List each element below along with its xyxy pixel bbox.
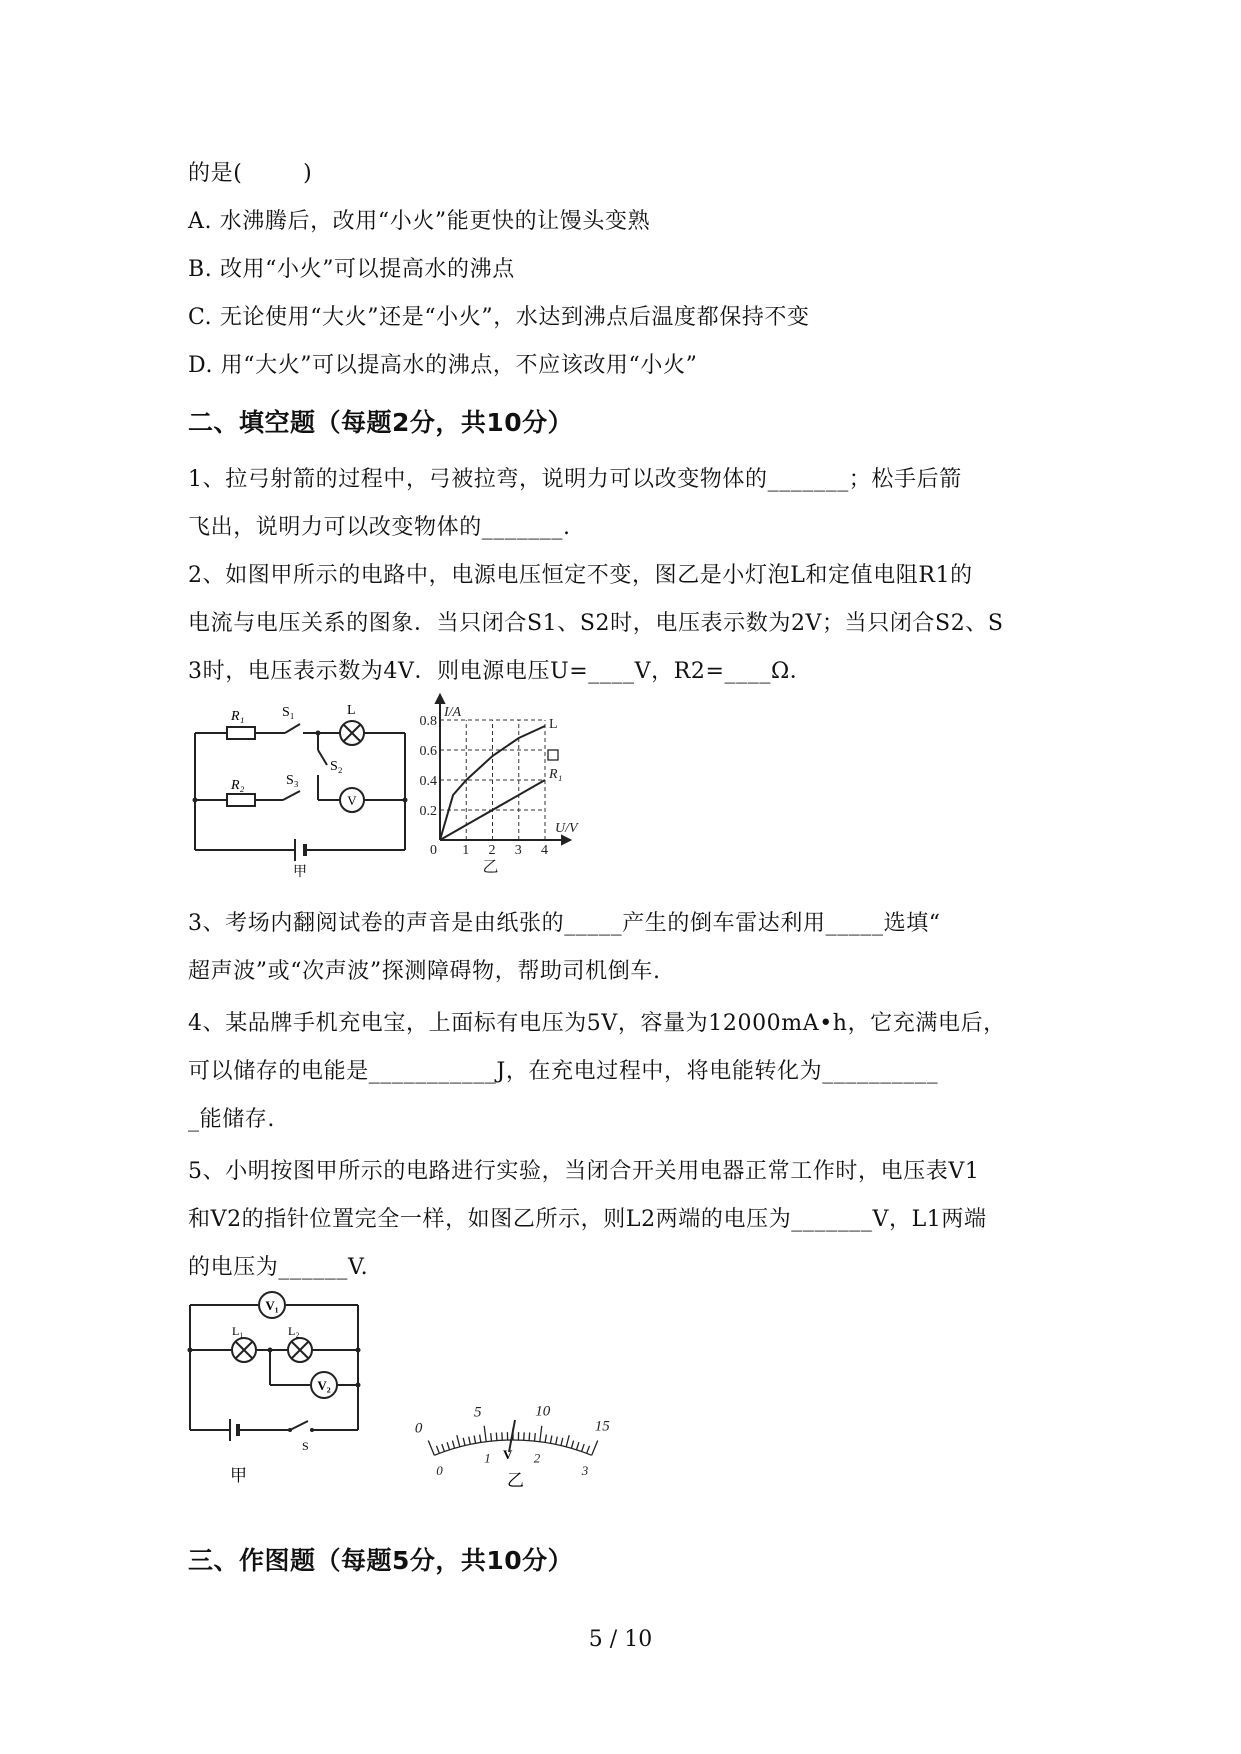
q1-line-1: 1、拉弓射箭的过程中，弓被拉弯，说明力可以改变物体的_______；松手后箭 bbox=[188, 467, 962, 492]
x-axis-arrow bbox=[562, 836, 570, 844]
dial-tick bbox=[535, 1433, 536, 1441]
circuit-diagram-q2 bbox=[190, 700, 415, 880]
section-2-heading: 二、填空题（每题2分，共10分） bbox=[188, 408, 574, 437]
q5-line-2: 和V2的指针位置完全一样，如图乙所示，则L2两端的电压为_______V，L1两端 bbox=[188, 1207, 987, 1232]
option-b[interactable]: B. 改用“小火”可以提高水的沸点 bbox=[188, 257, 515, 282]
dial-tick bbox=[529, 1433, 530, 1441]
dial-lower-label: 3 bbox=[581, 1463, 589, 1479]
q3-line-1: 3、考场内翻阅试卷的声音是由纸张的_____产生的倒车雷达利用_____选填“ bbox=[188, 911, 941, 936]
y-axis-arrow bbox=[436, 695, 444, 703]
dial-v-label: V bbox=[503, 1447, 513, 1462]
dial-tick bbox=[442, 1444, 445, 1452]
q2-line-1: 2、如图甲所示的电路中，电源电压恒定不变，图乙是小灯泡L和定值电阻R1的 bbox=[188, 563, 973, 588]
dial-tick bbox=[457, 1435, 460, 1447]
dial-arc bbox=[434, 1440, 591, 1455]
y-tick-label: 0.8 bbox=[419, 714, 437, 729]
dial-tick bbox=[550, 1436, 552, 1444]
voltmeter-label: V bbox=[347, 793, 357, 808]
s1-label: S₁ bbox=[282, 705, 295, 720]
l1-label: L₁ bbox=[232, 1324, 244, 1338]
dial-tick bbox=[566, 1435, 569, 1447]
option-c[interactable]: C. 无论使用“大火”还是“小火”，水达到沸点后温度都保持不变 bbox=[188, 305, 810, 330]
dial-tick bbox=[502, 1432, 503, 1440]
q1-line-2: 飞出，说明力可以改变物体的_______. bbox=[188, 515, 571, 540]
dial-tick bbox=[561, 1438, 563, 1446]
dial-lower-label: 2 bbox=[533, 1450, 541, 1466]
dial-tick bbox=[540, 1426, 542, 1442]
dial-tick bbox=[484, 1426, 486, 1442]
x-tick-label: 3 bbox=[514, 843, 522, 858]
dial-tick bbox=[556, 1437, 558, 1445]
figure-caption-jia-2: 甲 bbox=[230, 1466, 247, 1485]
r2-label: R₂ bbox=[231, 778, 245, 793]
page-number: 5 / 10 bbox=[588, 1627, 653, 1652]
switch-label: S bbox=[302, 1439, 309, 1453]
x-tick-label: 4 bbox=[541, 843, 548, 858]
dial-tick bbox=[496, 1433, 497, 1441]
q5-line-3: 的电压为______V. bbox=[188, 1255, 369, 1280]
dial-upper-label: 5 bbox=[474, 1404, 482, 1421]
x-tick-label: 2 bbox=[488, 843, 496, 858]
dial-upper-label: 10 bbox=[535, 1403, 551, 1420]
s3-label: S₃ bbox=[286, 773, 299, 788]
dial-lower-label: 1 bbox=[484, 1450, 491, 1466]
q4-line-3: _能储存. bbox=[188, 1107, 275, 1132]
lamp-label: L bbox=[347, 703, 356, 718]
v1-label: V₁ bbox=[265, 1298, 279, 1313]
dial-tick bbox=[577, 1442, 579, 1450]
dial-lower-label: 0 bbox=[436, 1463, 443, 1479]
x-axis-label: U/V bbox=[555, 821, 578, 836]
figure-caption-jia: 甲 bbox=[293, 865, 307, 880]
question-stem-tail: 的是( ) bbox=[188, 161, 313, 186]
dial-tick bbox=[447, 1442, 449, 1450]
circuit-diagram-q5 bbox=[180, 1285, 370, 1485]
dial-tick bbox=[437, 1446, 440, 1454]
small-box-marker bbox=[548, 750, 558, 760]
y-tick-label: 0.4 bbox=[419, 774, 437, 789]
dial-tick bbox=[571, 1441, 573, 1449]
q4-line-2: 可以储存的电能是___________J，在充电过程中，将电能转化为__________ bbox=[188, 1059, 939, 1084]
dial-tick bbox=[480, 1435, 481, 1443]
option-a[interactable]: A. 水沸腾后，改用“小火”能更快的让馒头变熟 bbox=[188, 209, 651, 234]
dial-tick bbox=[474, 1436, 476, 1444]
section-3-heading: 三、作图题（每题5分，共10分） bbox=[188, 1546, 574, 1575]
dial-tick bbox=[545, 1435, 546, 1443]
v2-label: V₂ bbox=[317, 1378, 331, 1393]
y-axis-label: I/A bbox=[444, 705, 462, 720]
q2-line-2: 电流与电压关系的图象．当只闭合S1、S2时，电压表示数为2V；当只闭合S2、S bbox=[188, 611, 1004, 636]
q2-line-3: 3时，电压表示数为4V．则电源电压U=____V，R2=____Ω． bbox=[188, 659, 813, 684]
dial-tick bbox=[428, 1441, 434, 1456]
q4-line-1: 4、某品牌手机充电宝，上面标有电压为5V，容量为12000mA•h，它充满电后， bbox=[188, 1011, 1006, 1036]
series-label: R₁ bbox=[549, 767, 563, 782]
y-tick-label: 0.2 bbox=[419, 804, 437, 819]
series-label: L bbox=[549, 717, 558, 732]
s2-label: S₂ bbox=[330, 759, 343, 774]
x-tick-label: 1 bbox=[462, 843, 470, 858]
dial-tick bbox=[592, 1441, 598, 1456]
x-tick-label: 0 bbox=[430, 843, 437, 858]
r1-label: R₁ bbox=[231, 709, 245, 724]
q3-line-2: 超声波”或“次声波”探测障碍物，帮助司机倒车. bbox=[188, 959, 661, 984]
l2-label: L₂ bbox=[288, 1324, 300, 1338]
voltmeter-dial bbox=[395, 1320, 630, 1490]
dial-tick bbox=[587, 1446, 590, 1454]
iu-graph bbox=[420, 700, 605, 875]
dial-tick bbox=[463, 1438, 465, 1446]
figure-caption-yi: 乙 bbox=[482, 859, 499, 876]
dial-tick bbox=[524, 1432, 525, 1440]
option-d[interactable]: D. 用“大火”可以提高水的沸点，不应该改用“小火” bbox=[188, 353, 698, 378]
dial-upper-label: 0 bbox=[414, 1420, 423, 1437]
dial-tick bbox=[452, 1441, 454, 1449]
dial-upper-label: 15 bbox=[594, 1418, 610, 1435]
dial-tick bbox=[469, 1437, 471, 1445]
dial-tick bbox=[491, 1433, 492, 1441]
y-tick-label: 0.6 bbox=[419, 744, 437, 759]
dial-tick bbox=[582, 1444, 585, 1452]
figure-caption-yi-2: 乙 bbox=[507, 1471, 524, 1490]
q5-line-1: 5、小明按图甲所示的电路进行实验，当闭合开关用电器正常工作时，电压表V1 bbox=[188, 1159, 980, 1184]
